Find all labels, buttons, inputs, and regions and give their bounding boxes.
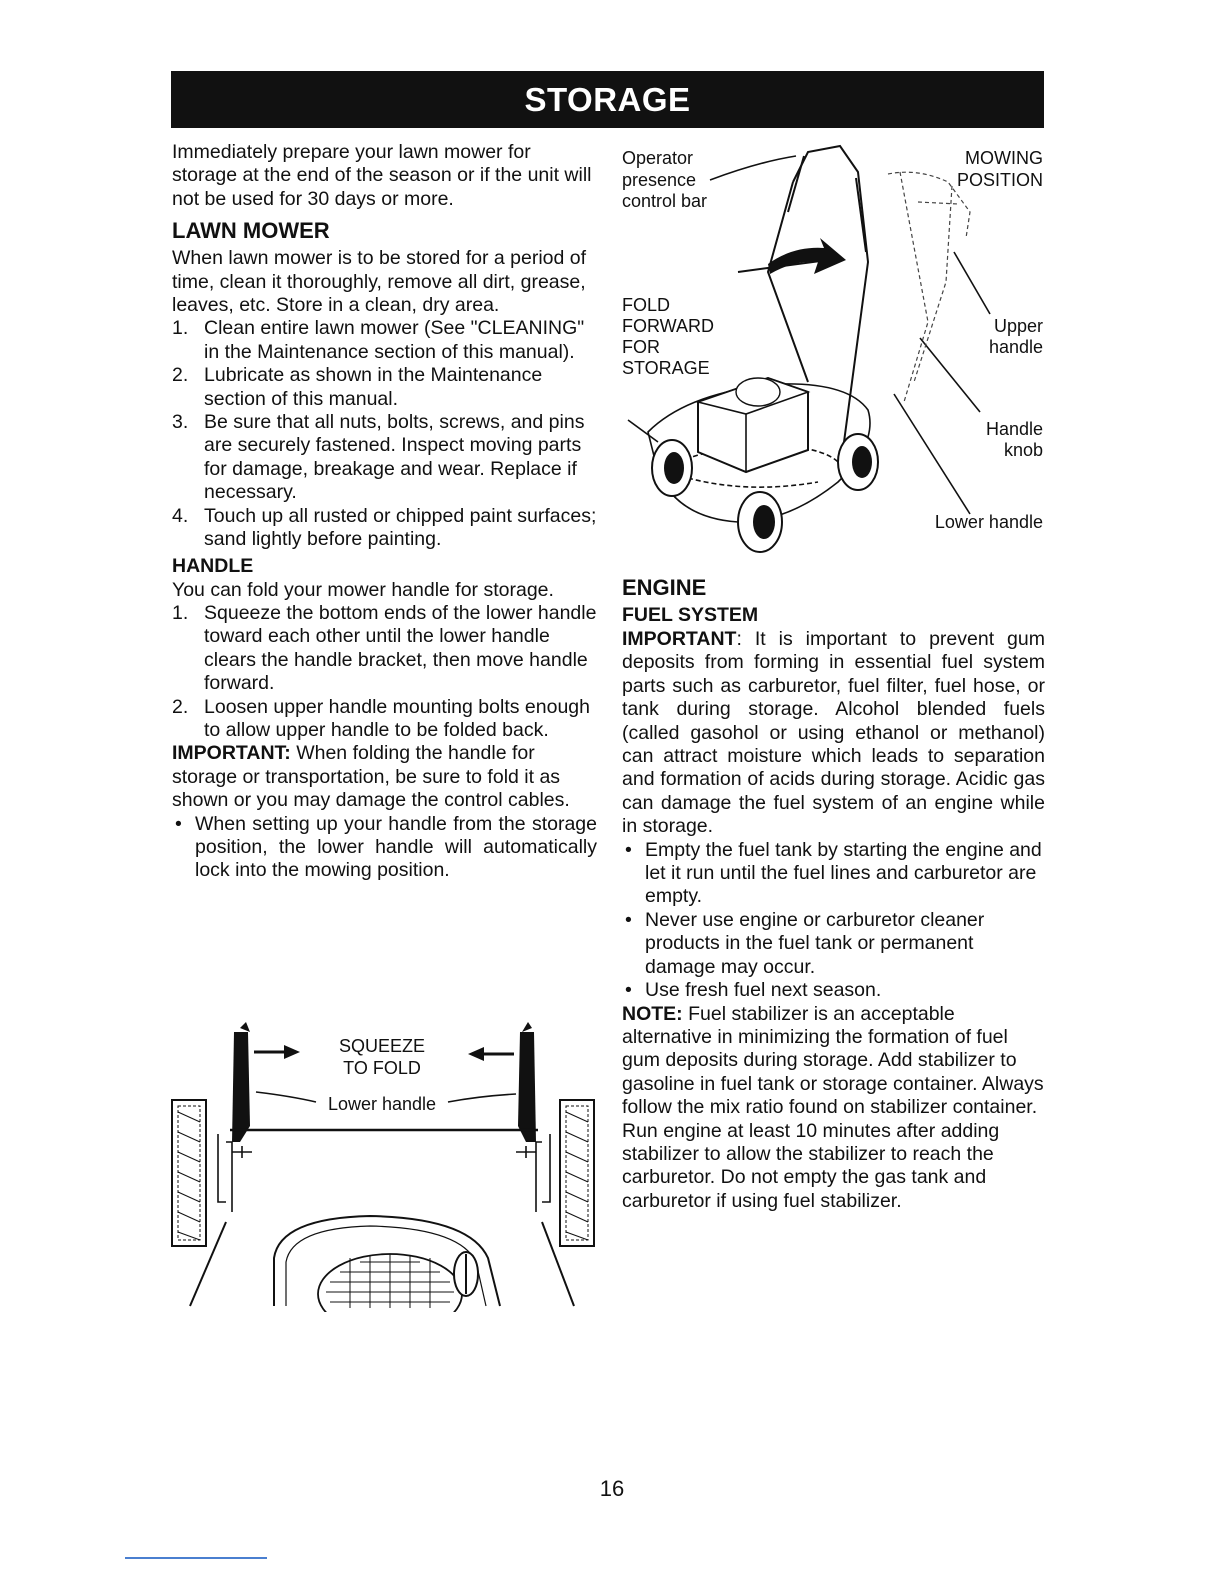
- wheel-front-right: [738, 492, 782, 552]
- lower-handle-label: Lower handle: [934, 512, 1043, 532]
- mowing-position-label-2: POSITION: [956, 170, 1043, 190]
- list-item: 2. Lubricate as shown in the Maintenance section of this manual.: [172, 364, 543, 410]
- list-item: • Never use engine or carburetor cleaner products in the fuel tank or permanent damage may occur.: [625, 908, 985, 978]
- fold-forward-label-2: FORWARD: [622, 316, 714, 336]
- mower-fold-illustration: [618, 142, 1046, 562]
- left-column: [172, 141, 597, 883]
- squeeze-label-2: TO FOLD: [343, 1058, 421, 1078]
- handle-knob-label-2: knob: [1003, 440, 1043, 460]
- fold-forward-label-4: STORAGE: [622, 358, 710, 378]
- wheel-left: [172, 1100, 206, 1246]
- wheel-right: [560, 1100, 594, 1246]
- mowing-position-label: MOWING: [965, 148, 1043, 168]
- fold-forward-label: FOLD: [622, 295, 671, 315]
- handle-body: You can fold your mower handle for storage.: [172, 578, 554, 601]
- operator-label-2: presence: [622, 170, 697, 190]
- list-item: 4. Touch up all rusted or chipped paint surfaces; sand lightly before painting.: [172, 504, 597, 551]
- handle-knob-label: Handle: [985, 419, 1043, 439]
- wheel-rear-right: [838, 434, 878, 490]
- list-item: • Use fresh fuel next season.: [625, 979, 882, 1002]
- engine-bullets: [622, 839, 1045, 1003]
- list-item: 3. Be sure that all nuts, bolts, screws, and pins are securely fastened. Inspect moving parts for damage, breakage and wear. Replace if necessary.: [172, 411, 585, 504]
- lawn-mower-body: When lawn mower is to be stored for a period of time, clean it thoroughly, remove all dirt, grease, leaves, etc. Store in a clean, dry area.: [172, 247, 587, 317]
- engine-note: NOTE: Fuel stabilizer is an acceptable alternative in minimizing the formation of fuel gum deposits during storage. Add stabilizer to gasoline in fuel tank or storage container. Always follow the mix ratio found on stabilizer container. Run engine at least 10 minutes after adding stabilizer to allow the stabilizer to reach the carburetor. Do not empty the gas tank and carburetor if using fuel stabilizer.: [622, 1002, 1044, 1212]
- handle-bullets: [172, 813, 597, 883]
- lower-handle-label-bottom: Lower handle: [327, 1094, 437, 1114]
- intro-paragraph: Immediately prepare your lawn mower for storage at the end of the season or if the unit will not be used for 30 days or more.: [172, 141, 592, 210]
- page-number: 16: [599, 1476, 625, 1501]
- handle-steps: [172, 602, 597, 742]
- engine-important: IMPORTANT: It is important to prevent gum deposits from forming in essential fuel system parts such as carburetor, fuel filter, fuel hose, or tank during storage. Alcohol blended fuels (called gasohol or using ethanol or methanol) can attract moisture which leads to separation and formation of acids during storage. Acidic gas can damage the fuel system of an engine while in storage.: [622, 628, 1045, 838]
- operator-label-3: control bar: [622, 191, 708, 211]
- fold-arrow: [768, 238, 846, 274]
- handle-important: IMPORTANT: When folding the handle for storage or transportation, be sure to fold it as shown or you may damage the control cables.: [172, 742, 570, 812]
- handle-brackets: [218, 1134, 550, 1212]
- list-item: 1. Clean entire lawn mower (See "CLEANING" in the Maintenance section of this manual).: [172, 317, 585, 363]
- upper-handle-label: Upper: [993, 316, 1043, 336]
- upper-handle-label-2: handle: [988, 337, 1043, 357]
- squeeze-to-fold-illustration: [170, 1022, 598, 1312]
- list-item: 1. Squeeze the bottom ends of the lower handle toward each other until the lower handle clears the handle bracket, then move handle forward.: [172, 601, 597, 695]
- list-item: • Empty the fuel tank by starting the engine and let it run until the fuel lines and carburetor are empty.: [625, 838, 1042, 908]
- list-item: • When setting up your handle from the storage position, the lower handle will automatically lock into the mowing position.: [175, 812, 597, 882]
- list-item: 2. Loosen upper handle mounting bolts enough to allow upper handle to be folded back.: [172, 695, 590, 741]
- lawn-mower-heading: LAWN MOWER: [172, 218, 330, 244]
- fold-forward-label-3: FOR: [622, 337, 660, 357]
- mowing-position-handle: [888, 172, 970, 402]
- squeeze-label: SQUEEZE: [338, 1036, 426, 1056]
- engine-heading: ENGINE: [622, 575, 707, 600]
- handle-heading: HANDLE: [172, 554, 254, 577]
- wheel-front-left: [652, 440, 692, 496]
- operator-label: Operator: [622, 148, 694, 168]
- lawn-mower-steps: [172, 317, 597, 551]
- engine-shroud: [274, 1216, 500, 1312]
- fuel-system-heading: FUEL SYSTEM: [622, 604, 759, 626]
- section-banner: STORAGE: [171, 71, 1044, 128]
- right-column: [622, 568, 1045, 1213]
- engine-block: [698, 378, 808, 472]
- footer-rule: [125, 1557, 267, 1559]
